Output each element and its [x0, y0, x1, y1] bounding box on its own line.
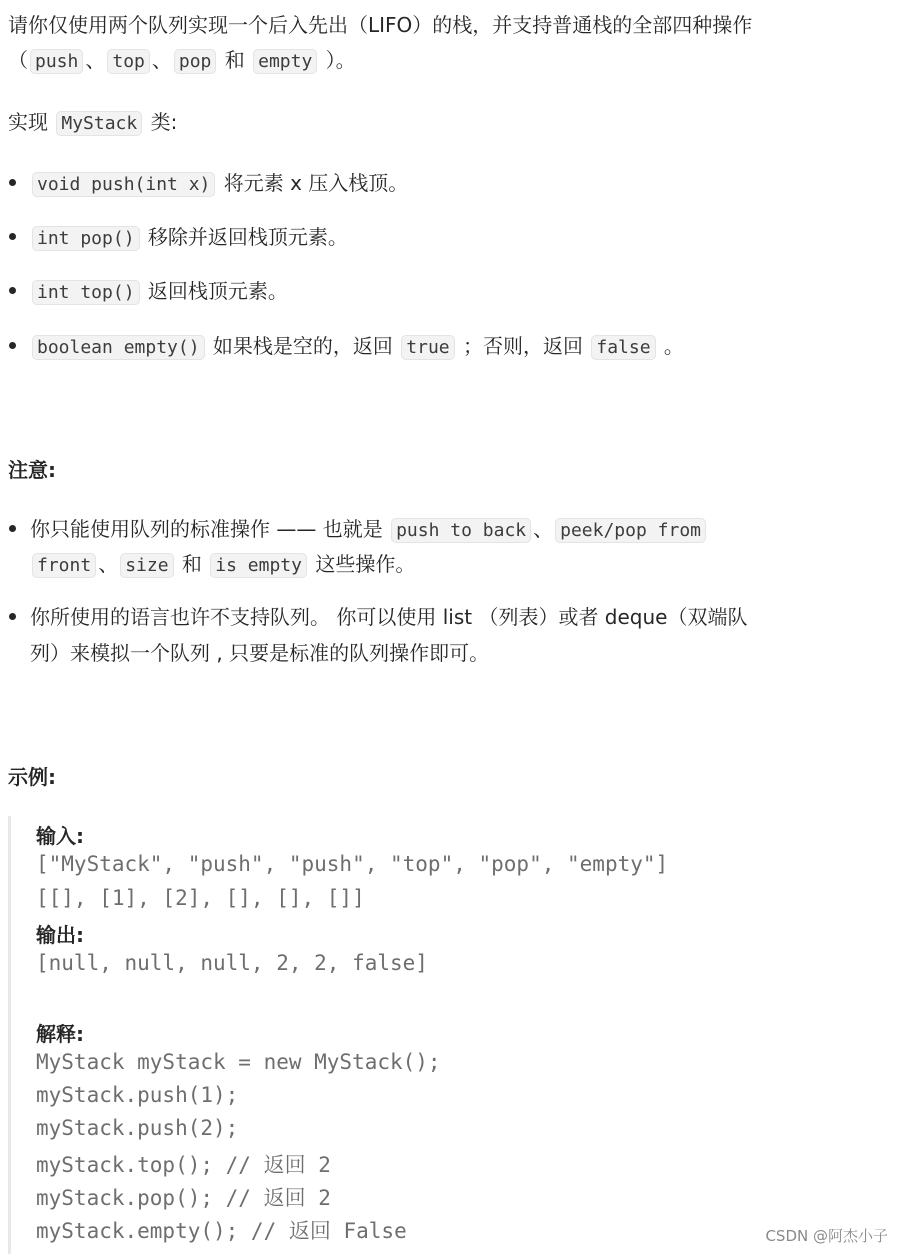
op-pop-code: pop [174, 49, 217, 74]
explain-line: MyStack myStack = new MyStack(); [36, 1050, 441, 1074]
bullet [9, 287, 16, 294]
example-block [8, 816, 901, 1254]
output-label: 输出: [36, 923, 84, 947]
and-word: 和 [181, 552, 202, 576]
note-item-2-line-2: 列）来模拟一个队列 , 只要是标准的队列操作即可。 [30, 641, 490, 665]
op-push-code: push [30, 49, 83, 74]
example-heading: 示例: [8, 765, 56, 789]
intro-open-paren: （ [8, 48, 28, 72]
method-code: int pop() [32, 226, 140, 251]
bullet [9, 233, 16, 240]
implement-suffix: 类: [150, 110, 178, 134]
method-desc: 移除并返回栈顶元素。 [147, 225, 348, 249]
input-line-1: ["MyStack", "push", "push", "top", "pop", "empty"] [36, 852, 669, 876]
method-desc: 返回栈顶元素。 [147, 279, 288, 303]
explain-line: myStack.top(); // 返回 2 [36, 1153, 331, 1177]
method-desc-2: ；否则，返回 [463, 334, 583, 358]
notes-heading: 注意: [8, 458, 56, 482]
class-name-code: MyStack [56, 111, 142, 136]
sep: 、 [533, 517, 554, 541]
explain-line: myStack.empty(); // 返回 False [36, 1219, 407, 1243]
note-text: 你只能使用队列的标准操作 —— 也就是 [30, 517, 383, 541]
note-text: 这些操作。 [315, 552, 416, 576]
explain-line: myStack.pop(); // 返回 2 [36, 1186, 331, 1210]
method-code: boolean empty() [32, 335, 205, 360]
explain-line: myStack.push(2); [36, 1116, 239, 1140]
explain-label: 解释: [36, 1022, 84, 1046]
explain-line: myStack.push(1); [36, 1083, 239, 1107]
is-empty-code: is empty [210, 553, 307, 578]
front-code: front [32, 553, 96, 578]
bullet [9, 525, 16, 532]
note-item-1-line-2 [30, 547, 415, 583]
push-to-back-code: push to back [391, 518, 531, 543]
implement-line [8, 105, 177, 141]
intro-close: ）。 [325, 48, 356, 72]
op-top-code: top [107, 49, 150, 74]
method-code: int top() [32, 280, 140, 305]
size-code: size [120, 553, 173, 578]
peek-pop-from-code: peek/pop from [555, 518, 706, 543]
intro-line-1: 请你仅使用两个队列实现一个后入先出（LIFO）的栈，并支持普通栈的全部四种操作 [8, 13, 753, 37]
true-code: true [401, 335, 454, 360]
method-desc: 将元素 x 压入栈顶。 [223, 171, 409, 195]
method-desc: 如果栈是空的，返回 [212, 334, 393, 358]
method-item [30, 329, 684, 365]
method-item [30, 166, 408, 202]
csdn-watermark: CSDN @阿杰小子 [765, 1227, 888, 1245]
bullet [9, 342, 16, 349]
method-item [30, 220, 348, 256]
note-item-2-line-1: 你所使用的语言也许不支持队列。 你可以使用 list （列表）或者 deque（双端队 [30, 605, 748, 629]
false-code: false [591, 335, 655, 360]
and-word: 和 [224, 48, 245, 72]
input-line-2: [[], [1], [2], [], [], []] [36, 886, 365, 910]
implement-prefix: 实现 [8, 110, 48, 134]
sep: 、 [85, 48, 106, 72]
op-empty-code: empty [253, 49, 317, 74]
note-item-1-line-1 [30, 512, 708, 548]
method-item [30, 274, 288, 310]
bullet [9, 179, 16, 186]
method-code: void push(int x) [32, 172, 215, 197]
sep: 、 [98, 552, 119, 576]
sep: 、 [151, 48, 172, 72]
method-desc-3: 。 [663, 334, 684, 358]
output-line: [null, null, null, 2, 2, false] [36, 951, 428, 975]
intro-line-2 [8, 43, 356, 79]
bullet [9, 613, 16, 620]
input-label: 输入: [36, 824, 84, 848]
